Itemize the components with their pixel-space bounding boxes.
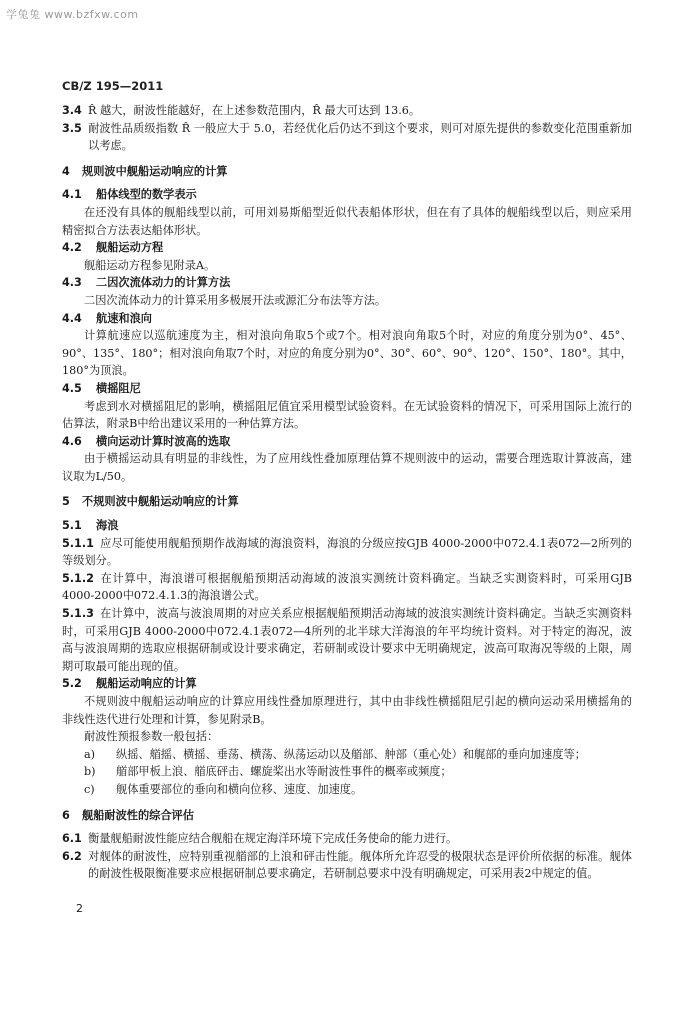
clause-5-1-2: 5.1.2 在计算中，海浪谱可根据舰船预期活动海域的波浪实测统计资料确定。当缺乏实测资料时，可采用GJB 4000-2000中072.4.1.3的海浪谱公式。 <box>62 571 632 603</box>
clause-4-4-heading: 4.4 航速和浪向 <box>62 311 152 325</box>
clause-5-2-body: 不规则波中舰船运动响应的计算应用线性叠加原理进行，其中由非线性横摇阻尼引起的横向运动采用横摇角的非线性迭代进行处理和计算，参见附录B。 <box>62 695 632 726</box>
clause-4-5-heading: 4.5 横摇阻尼 <box>62 381 141 395</box>
clause-4-6-body: 由于横摇运动具有明显的非线性，为了应用线性叠加原理估算不规则波中的运动，需要合理选取计算波高，建议取为L/50。 <box>62 452 632 483</box>
document-body <box>62 102 632 883</box>
list-item: b) 艏部甲板上浪、艏底砰击、螺旋桨出水等耐波性事件的概率或频度； <box>84 765 452 779</box>
list-item: c) 舰体重要部位的垂向和横向位移、速度、加速度。 <box>84 782 363 796</box>
clause-4-2-body: 舰船运动方程参见附录A。 <box>84 258 216 272</box>
clause-4-1-heading: 4.1 船体线型的数学表示 <box>62 188 197 202</box>
clause-3-4: 3.4 R̂ 越大，耐波性能越好，在上述参数范围内，R̂ 最大可达到 13.6。 <box>62 104 421 117</box>
clause-5-2-heading: 5.2 舰船运动响应的计算 <box>62 677 197 691</box>
clause-3-5: 3.5 耐波性品质级指数 R̂ 一般应大于 5.0，若经优化后仍达不到这个要求，则可对原先提供的参数变化范围重新加以考虑。 <box>62 121 632 153</box>
clause-4-1-body: 在还没有具体的舰船线型以前，可用刘易斯船型近似代表船体形状，但在有了具体的舰船线型以后，则应采用精密拟合方法表达船体形状。 <box>62 205 632 237</box>
clause-4-3-heading: 4.3 二因次流体动力的计算方法 <box>62 276 231 290</box>
clause-4-6-heading: 4.6 横向运动计算时波高的选取 <box>62 434 231 448</box>
clause-5-1-3: 5.1.3 在计算中，波高与波浪周期的对应关系应根据舰船预期活动海域的波浪实测统计资料确定。当缺乏实测资料时，可采用GJB 4000-2000中072.4.1表072—4所列的北半球大洋海浪的年平均统计资料。对于特定的海况，波高与波浪周期的选取应根据研制或设计要求确定，若研制或设计要求中无明确规定，波高可取海况等级的上限，周期可取最可能出现的值。 <box>62 607 632 673</box>
page-number: 2 <box>76 902 83 915</box>
clause-5-1-heading: 5.1 海浪 <box>62 519 119 533</box>
clause-4-3-body: 二因次流体动力的计算采用多极展开法或源汇分布法等方法。 <box>84 293 387 307</box>
list-item: a) 纵摇、艏摇、横摇、垂荡、横荡、纵荡运动以及艏部、舯部（重心处）和艉部的垂向加速度等； <box>84 747 586 761</box>
prediction-params-list <box>62 746 632 799</box>
section-4-heading: 4 规则波中舰船运动响应的计算 <box>62 164 228 178</box>
clause-5-2-intro: 耐波性预报参数一般包括： <box>84 730 219 744</box>
clause-6-2: 6.2 对舰体的耐波性，应特别重视艏部的上浪和砰击性能。舰体所允许忍受的极限状态是评价所依据的标准。舰体的耐波性极限衡准要求应根据研制总要求确定，若研制总要求中没有明确规定，可采用表2中规定的值。 <box>62 849 632 881</box>
section-6-heading: 6 舰船耐波性的综合评估 <box>62 808 194 822</box>
clause-4-4-body: 计算航速应以巡航速度为主，相对浪向角取5个或7个。相对浪向角取5个时，对应的角度分别为0°、45°、90°、135°、180°；相对浪向角取7个时，对应的角度分别为0°、30°、60°、90°、120°、150°、180°。其中，180°为顶浪。 <box>62 329 632 378</box>
watermark: 学兔兔 www.bzfxw.com <box>6 8 139 21</box>
clause-5-1-1: 5.1.1 应尽可能使用舰船预期作战海域的海浪资料，海浪的分级应按GJB 4000-2000中072.4.1表072—2所列的等级划分。 <box>62 536 632 568</box>
document-code: CB/Z 195—2011 <box>62 79 164 93</box>
clause-4-5-body: 考虑到水对横摇阻尼的影响，横摇阻尼值宜采用模型试验资料。在无试验资料的情况下，可采用国际上流行的估算法，附录B中给出建议采用的一种估算方法。 <box>62 399 632 431</box>
clause-6-1: 6.1 衡量舰船耐波性能应结合舰船在规定海洋环境下完成任务使命的能力进行。 <box>62 832 458 846</box>
section-5-heading: 5 不规则波中舰船运动响应的计算 <box>62 495 239 509</box>
clause-4-2-heading: 4.2 舰船运动方程 <box>62 241 164 255</box>
